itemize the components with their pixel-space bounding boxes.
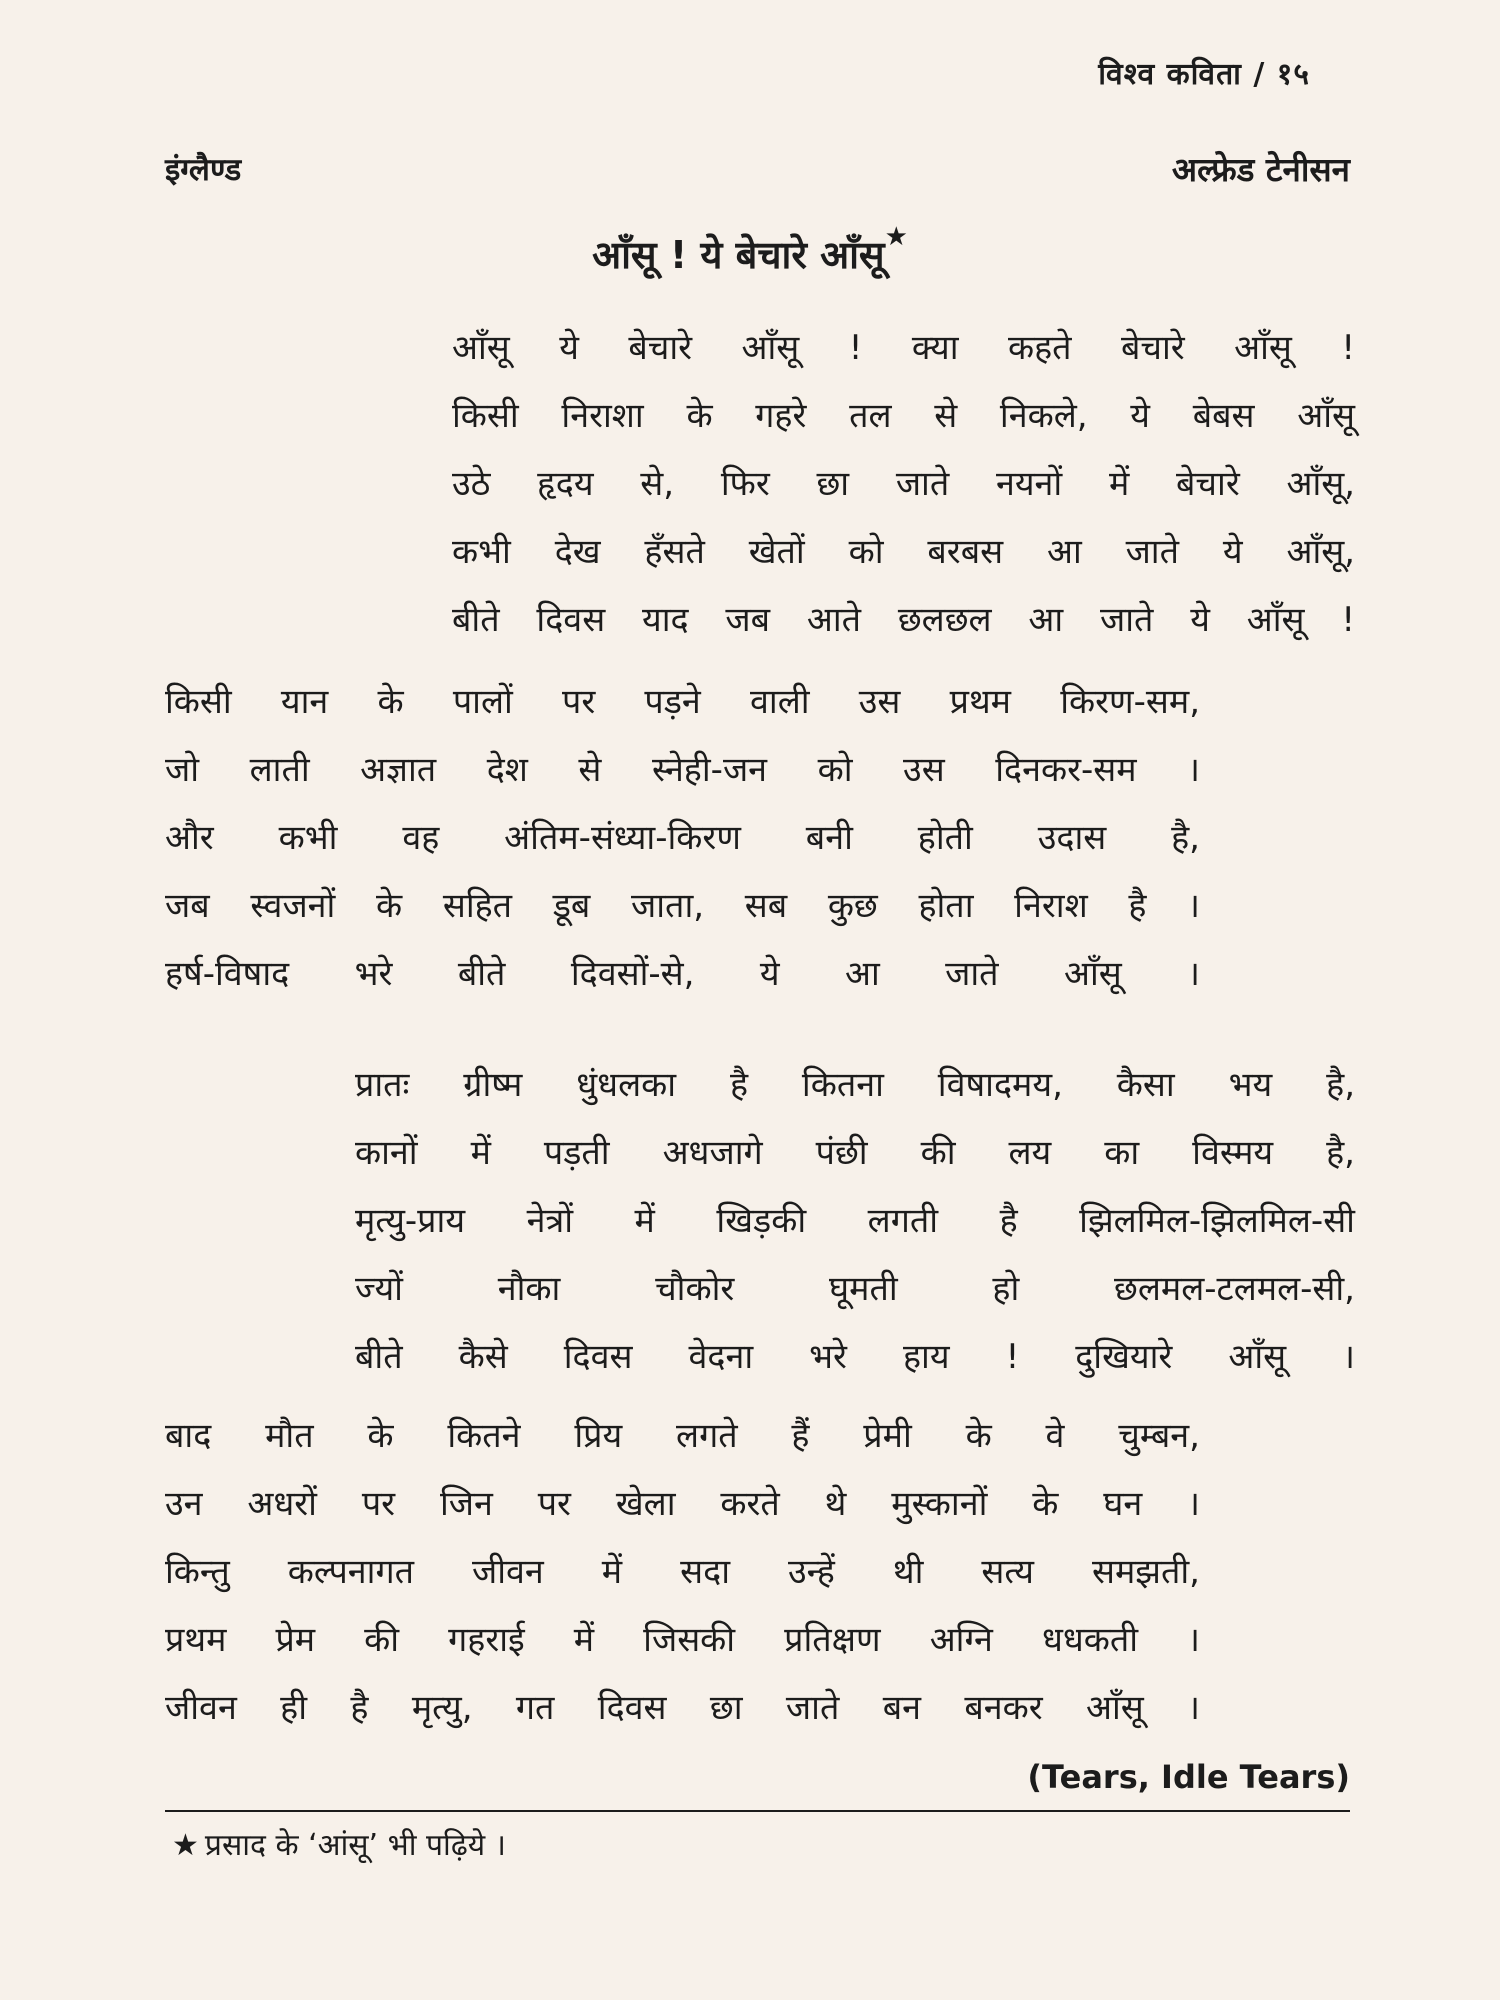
stanza-1 xyxy=(452,314,1355,654)
stanza-4 xyxy=(165,1402,1200,1742)
poem-line: जब स्वजनों के सहित डूब जाता, सब कुछ होता निराश है । xyxy=(165,886,1200,926)
poem-line: प्रथम प्रेम की गहराई में जिसकी प्रतिक्षण अग्नि धधकती । xyxy=(165,1620,1200,1660)
stanza-3 xyxy=(355,1051,1355,1391)
footnote-star-icon: ★ xyxy=(884,222,908,252)
poem-line: कभी देख हँसते खेतों को बरबस आ जाते ये आँसू, xyxy=(452,532,1355,572)
poem-line: और कभी वह अंतिम-संध्या-किरण बनी होती उदास है, xyxy=(165,818,1200,858)
poem-line: उठे हृदय से, फिर छा जाते नयनों में बेचारे आँसू, xyxy=(452,464,1355,504)
stanza-2 xyxy=(165,668,1200,1008)
poem-line: किसी यान के पालों पर पड़ने वाली उस प्रथम किरण-सम, xyxy=(165,682,1200,722)
running-head: विश्व कविता / १५ xyxy=(1098,57,1310,92)
poem-line: बीते दिवस याद जब आते छलछल आ जाते ये आँसू ! xyxy=(452,600,1355,640)
country-label: इंग्लैण्ड xyxy=(165,152,242,188)
poem-line: हर्ष-विषाद भरे बीते दिवसों-से, ये आ जाते आँसू । xyxy=(165,954,1200,994)
poem-line: जीवन ही है मृत्यु, गत दिवस छा जाते बन बनकर आँसू । xyxy=(165,1688,1200,1728)
poem-line: आँसू ये बेचारे आँसू ! क्या कहते बेचारे आँसू ! xyxy=(452,328,1355,368)
poem-title-text: आँसू ! ये बेचारे आँसू xyxy=(592,233,885,277)
poem-line: बीते कैसे दिवस वेदना भरे हाय ! दुखियारे आँसू । xyxy=(355,1337,1355,1377)
footnote-star-icon: ★ xyxy=(172,1828,199,1863)
footnote-text: प्रसाद के ‘आंसू’ भी पढ़िये । xyxy=(204,1828,507,1863)
footnote xyxy=(172,1823,506,1864)
poem-line: किन्तु कल्पनागत जीवन में सदा उन्हें थी सत्य समझती, xyxy=(165,1552,1200,1592)
poem-line: उन अधरों पर जिन पर खेला करते थे मुस्कानों के घन । xyxy=(165,1484,1200,1524)
footnote-divider xyxy=(165,1810,1350,1812)
poem-line: जो लाती अज्ञात देश से स्नेही-जन को उस दिनकर-सम । xyxy=(165,750,1200,790)
source-title: (Tears, Idle Tears) xyxy=(1027,1758,1350,1796)
author-name: अल्फ्रेड टेनीसन xyxy=(1171,150,1350,189)
poem-line: बाद मौत के कितने प्रिय लगते हैं प्रेमी के वे चुम्बन, xyxy=(165,1416,1200,1456)
poem-line: ज्यों नौका चौकोर घूमती हो छलमल-टलमल-सी, xyxy=(355,1269,1355,1309)
poem-title xyxy=(0,222,1500,280)
poem-line: कानों में पड़ती अधजागे पंछी की लय का विस्मय है, xyxy=(355,1133,1355,1173)
poem-line: प्रातः ग्रीष्म धुंधलका है कितना विषादमय, कैसा भय है, xyxy=(355,1065,1355,1105)
poem-line: किसी निराशा के गहरे तल से निकले, ये बेबस आँसू xyxy=(452,396,1355,436)
poem-line: मृत्यु-प्राय नेत्रों में खिड़की लगती है झिलमिल-झिलमिल-सी xyxy=(355,1201,1355,1241)
